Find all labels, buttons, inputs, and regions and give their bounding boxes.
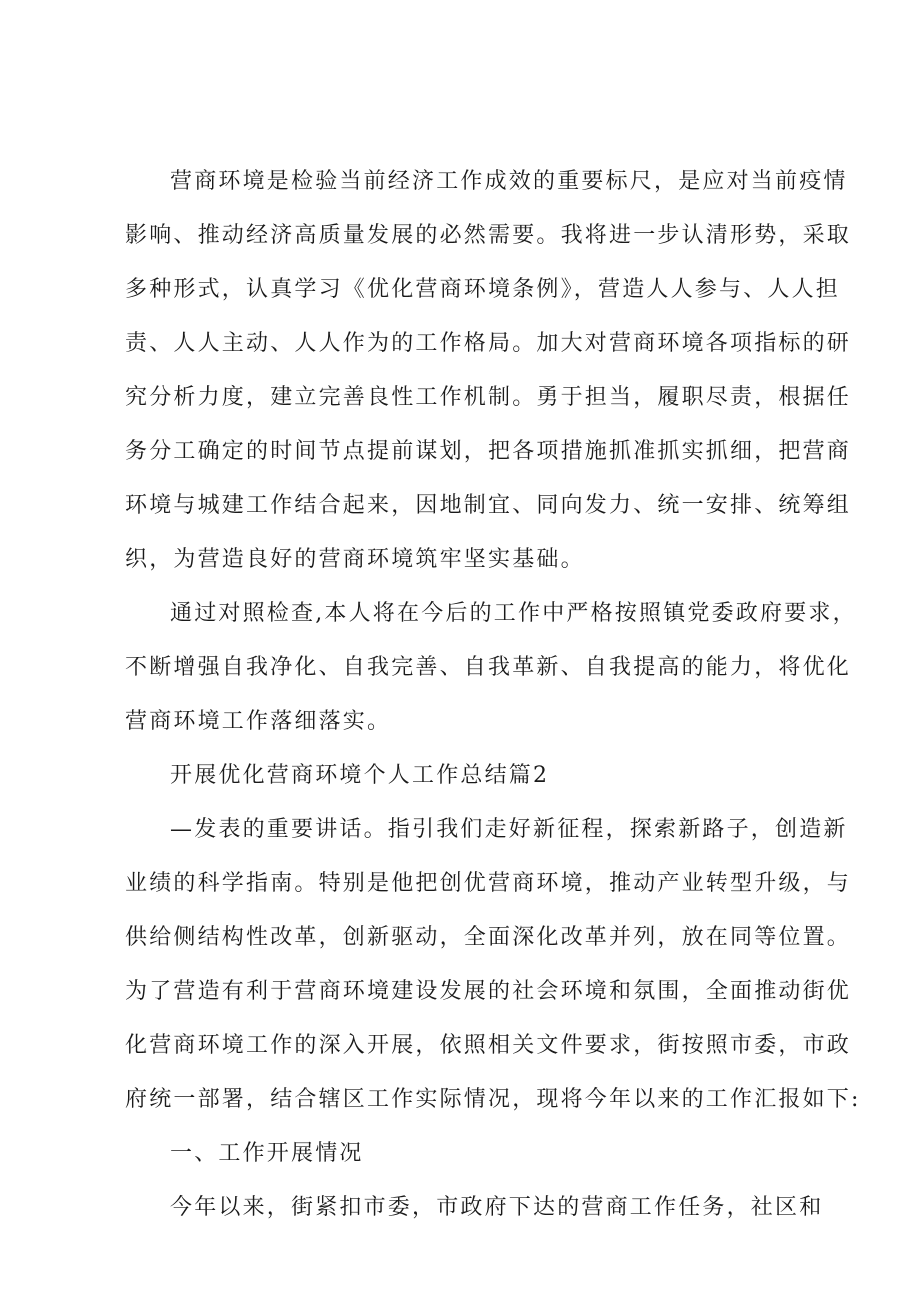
text-line: 织，为营造良好的营商环境筑牢坚实基础。 [125, 547, 585, 572]
text-line: 影响、推动经济高质量发展的必然需要。我将进一步认清形势，采取 [125, 223, 852, 248]
text-line: —发表的重要讲话。指引我们走好新征程，探索新路子，创造新 [170, 817, 848, 842]
text-line: 务分工确定的时间节点提前谋划，把各项措施抓准抓实抓细，把营商 [125, 439, 852, 464]
heading-text: 一、工作开展情况 [170, 1141, 364, 1166]
text-line: 通过对照检查,本人将在今后的工作中严格按照镇党委政府要求， [170, 601, 857, 626]
text-line: 营商环境工作落细落实。 [125, 709, 392, 734]
text-line: 营商环境是检验当前经济工作成效的重要标尺，是应对当前疫情 [170, 169, 848, 194]
text-line: 责、人人主动、人人作为的工作格局。加大对营商环境各项指标的研 [125, 331, 852, 356]
text-line: 环境与城建工作结合起来，因地制宜、同向发力、统一安排、统筹组 [125, 493, 852, 518]
text-line: 今年以来，街紧扣市委，市政府下达的营商工作任务，社区和 [170, 1195, 824, 1220]
text-line: 究分析力度，建立完善良性工作机制。勇于担当，履职尽责，根据任 [125, 385, 852, 410]
heading-text: 开展优化营商环境个人工作总结篇2 [170, 763, 550, 788]
text-line: 府统一部署，结合辖区工作实际情况，现将今年以来的工作汇报如下: [125, 1087, 861, 1112]
text-line: 为了营造有利于营商环境建设发展的社会环境和氛围，全面推动街优 [125, 979, 852, 1004]
text-line: 业绩的科学指南。特别是他把创优营商环境，推动产业转型升级，与 [125, 871, 852, 896]
text-line: 不断增强自我净化、自我完善、自我革新、自我提高的能力，将优化 [125, 655, 852, 680]
text-line: 化营商环境工作的深入开展，依照相关文件要求，街按照市委，市政 [125, 1033, 852, 1058]
text-line: 多种形式，认真学习《优化营商环境条例》，营造人人参与、人人担 [125, 277, 841, 302]
text-line: 供给侧结构性改革，创新驱动，全面深化改革并列，放在同等位置。 [125, 925, 852, 950]
